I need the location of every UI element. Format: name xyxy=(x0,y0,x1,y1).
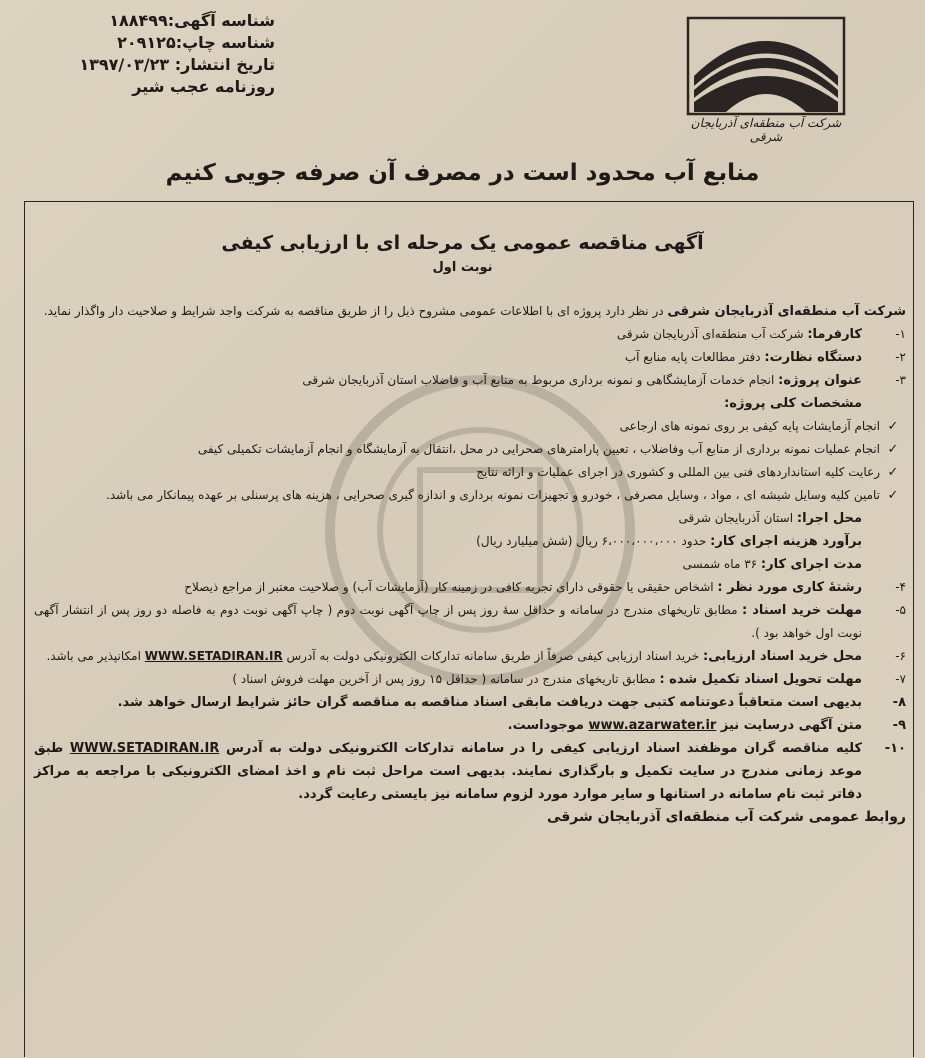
logo-caption: شرکت آب منطقه‌ای آذربایجان شرقی xyxy=(690,116,842,144)
spec-text: انجام آزمایشات پایه کیفی بر روی نمونه های ارجاعی xyxy=(619,419,880,433)
check-icon: ✓ xyxy=(887,465,899,480)
ad-meta xyxy=(15,10,275,98)
spec-text: تامین کلیه وسایل شیشه ای ، مواد ، وسایل مصرفی ، خودرو و تجهیزات نمونه برداری و اندازه گیری صحرایی ، هزینه های پرسنلی بر عهده پیمانکار می باشد. xyxy=(106,488,880,502)
ad-id: شناسه آگهی:۱۸۸۴۹۹ xyxy=(109,11,275,30)
spec-item xyxy=(34,415,906,438)
check-icon: ✓ xyxy=(887,442,899,457)
item-2-text: دفتر مطالعات پایه منابع آب xyxy=(624,350,765,364)
item-3-number: ۳- xyxy=(895,373,906,387)
item-1-text: شرکت آب منطقه‌ای آذربایجان شرقی xyxy=(616,327,808,341)
item-5: ۵- مهلت خرید اسناد : مطابق تاریخهای مندرج در سامانه و حداقل سهٔ روز پس از چاپ آگهی نوبت دوم ( چاپ آگهی نوبت دوم به فاصله دو روز پس از انتشار آگهی نوبت اول خواهد بود ). xyxy=(34,603,906,640)
duration: مدت اجرای کار: ۳۶ ماه شمسی xyxy=(682,557,862,572)
cost-estimate: برآورد هزینه اجرای کار: حدود ۶،۰۰۰،۰۰۰،۰۰۰ ریال (شش میلیارد ریال) xyxy=(476,534,862,549)
footer-signature: روابط عمومی شرکت آب منطقه‌ای آذربایجان شرقی xyxy=(546,809,906,825)
setadiran-link[interactable]: WWW.SETADIRAN.IR xyxy=(69,741,220,756)
spec-item xyxy=(34,484,906,507)
spec-text: رعایت کلیه استانداردهای فنی بین المللی و کشوری در اجرای عملیات و ارائه نتایج xyxy=(476,465,880,479)
item-10: ۱۰- کلیه مناقصه گران موظفند اسناد ارزیابی کیفی را در سامانه تدارکات الکترونیکی دولت به آدرس WWW.SETADIRAN.IR طبق موعد زمانی مندرج در سایت تکمیل و بارگذاری نمایند. بدیهی است مراحل ثبت نام و اخذ امضای الکترونیکی با مراجعه به مراکز دفاتر ثبت نام سامانه در استانها و سایر موارد مورد لزوم سامانه نیز بایستی رعایت گردد. xyxy=(34,741,906,802)
location: محل اجرا: استان آذربایجان شرقی xyxy=(678,511,862,526)
spec-text: انجام عملیات نمونه برداری از منابع آب وفاضلاب ، تعیین پارامترهای صحرایی در محل ،انتقال به آزمایشگاه و انجام آزمایشات تکمیلی کیفی xyxy=(197,442,880,456)
specs-heading: مشخصات کلی پروژه: xyxy=(724,396,862,411)
notice-title: آگهی مناقصه عمومی یک مرحله ای با ارزیابی کیفی xyxy=(221,232,704,254)
item-3-label: عنوان پروژه: xyxy=(778,373,862,388)
item-7: ۷- مهلت تحویل اسناد تکمیل شده : مطابق تاریخهای مندرج در سامانه ( حداقل ۱۵ روز پس از آخرین مهلت فروش اسناد ) xyxy=(232,672,906,687)
publish-date: تاریخ انتشار: ۱۳۹۷/۰۳/۲۳ xyxy=(79,55,275,74)
intro-text: در نظر دارد پروژه ای با اطلاعات عمومی مشروح ذیل را از طریق مناقصه به شرکت واجد شرایط و صلاحیت دار واگذار نماید. xyxy=(43,304,668,318)
newspaper-name: روزنامه عجب شیر xyxy=(132,77,275,96)
item-2-number: ۲- xyxy=(895,350,906,364)
item-2-label: دستگاه نظارت: xyxy=(764,350,862,365)
notice-subtitle: نوبت اول xyxy=(432,260,493,275)
spec-item xyxy=(34,461,906,484)
item-1 xyxy=(34,323,906,346)
notice-body xyxy=(34,300,906,829)
item-1-number: ۱- xyxy=(895,327,906,341)
spec-item xyxy=(34,438,906,461)
azarwater-link[interactable]: www.azarwater.ir xyxy=(588,718,717,733)
check-icon: ✓ xyxy=(887,488,899,503)
item-6: ۶- محل خرید اسناد ارزیابی: خرید اسناد ارزیابی کیفی صرفاً از طریق سامانه تدارکات الکترونیکی دولت به آدرس WWW.SETADIRAN.IR امکانپذیر می باشد. xyxy=(46,649,906,664)
item-9: ۹- متن آگهی درسایت نیز www.azarwater.ir موجوداست. xyxy=(507,718,906,733)
intro-company: شرکت آب منطقه‌ای آذربایجان شرقی xyxy=(667,304,906,319)
item-4: ۴- رشتهٔ کاری مورد نظر : اشخاص حقیقی یا حقوقی دارای تجربه کافی در زمینه کار (آزمایشات آب) و صلاحیت معتبر از مراجع ذیصلاح xyxy=(184,580,906,595)
item-1-label: کارفرما: xyxy=(807,327,862,342)
item-3 xyxy=(34,369,906,392)
item-2 xyxy=(34,346,906,369)
check-icon: ✓ xyxy=(887,419,899,434)
intro-paragraph xyxy=(34,300,906,323)
item-3-text: انجام خدمات آزمایشگاهی و نمونه برداری مربوط به منابع آب و فاضلاب استان آذربایجان شرقی xyxy=(302,373,779,387)
slogan: منابع آب محدود است در مصرف آن صرفه جویی کنیم xyxy=(165,160,760,186)
item-8: ۸- بدیهی است متعاقباً دعوتنامه کتبی جهت دریافت مابقی اسناد مناقصه به مناقصه گران حائز شرایط ارسال خواهد شد. xyxy=(117,695,906,710)
setadiran-link[interactable]: WWW.SETADIRAN.IR xyxy=(144,649,283,663)
print-id: شناسه چاپ:۲۰۹۱۲۵ xyxy=(117,33,275,52)
